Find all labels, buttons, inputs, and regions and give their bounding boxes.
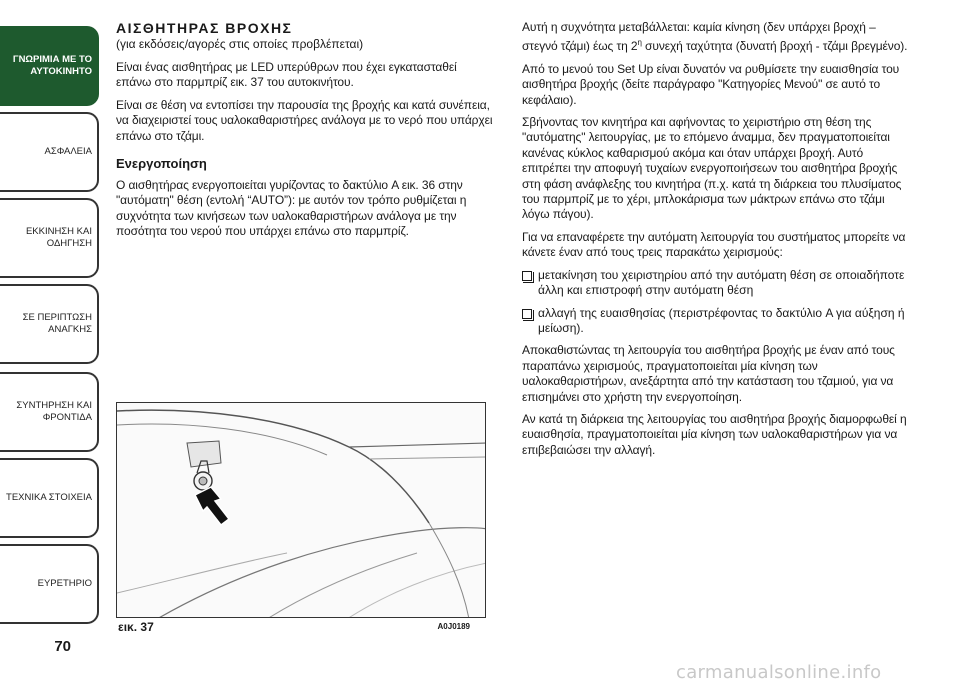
- section-title: ΑΙΣΘΗΤΗΡΑΣ ΒΡΟΧΗΣ: [116, 20, 293, 36]
- figure-caption: [116, 620, 486, 634]
- tab-index[interactable]: [0, 544, 99, 624]
- tab-technical-data[interactable]: [0, 458, 99, 538]
- paragraph: [522, 20, 912, 55]
- paragraph: Αν κατά τη διάρκεια της λειτουργίας του αισθητήρα βροχής διαμορφωθεί η ευαισθησία, πραγματοποιείται μία κίνηση των υαλοκαθαριστήρων για να επιβεβαιώσει την αλλαγή.: [522, 411, 907, 457]
- paragraph: Για να επαναφέρετε την αυτόματη λειτουργία του συστήματος μπορείτε να κάνετε έναν από τους τρεις παρακάτω χειρισμούς:: [522, 229, 906, 260]
- figure-rain-sensor: [116, 402, 486, 618]
- superscript: η: [637, 38, 642, 48]
- tab-label: ΕΚΚΙΝΗΣΗ ΚΑΙ ΟΔΗΓΗΣΗ: [25, 226, 92, 249]
- paragraph: Είναι σε θέση να εντοπίσει την παρουσία της βροχής και κατά συνέπεια, να διαχειριστεί τους υαλοκαθαριστήρες ανάλογα με το νερό που υπάρχει επάνω στο τζάμι.: [116, 97, 493, 143]
- checkbox-bullet-icon: [522, 309, 532, 319]
- tab-label: ΤΕΧΝΙΚΑ ΣΤΟΙΧΕΙΑ: [6, 492, 92, 503]
- tab-label: ΕΥΡΕΤΗΡΙΟ: [37, 578, 92, 589]
- figure-code: A0J0189: [437, 622, 470, 631]
- list-item: [522, 268, 912, 299]
- paragraph: Αποκαθιστώντας τη λειτουργία του αισθητήρα βροχής με έναν από τους παραπάνω χειρισμούς, πραγματοποιείται μία κίνηση των υαλοκαθαριστήρων, ανεξάρτητα από την κατάσταση του τζαμιού, για να επισημάνει στο χρήστη την ενεργοποίηση.: [522, 343, 895, 404]
- tab-getting-to-know-car[interactable]: [0, 26, 99, 106]
- tab-label: ΣΥΝΤΗΡΗΣΗ ΚΑΙ ΦΡΟΝΤΙΔΑ: [16, 400, 92, 423]
- paragraph: Είναι ένας αισθητήρας με LED υπερύθρων που έχει εγκατασταθεί επάνω στο παρμπρίζ εικ. 37 του αυτοκινήτου.: [116, 60, 457, 90]
- tab-label: ΣΕ ΠΕΡΙΠΤΩΣΗ ΑΝΑΓΚΗΣ: [22, 312, 92, 335]
- list-item: [522, 306, 912, 337]
- left-column: [116, 20, 494, 247]
- tab-safety[interactable]: [0, 112, 99, 192]
- list-item-text: μετακίνηση του χειριστηρίου από την αυτόματη θέση σε οποιαδήποτε άλλη και επιστροφή στην αυτόματη θέση: [538, 267, 905, 298]
- tab-label: ΑΣΦΑΛΕΙΑ: [44, 146, 92, 157]
- list-item-text: αλλαγή της ευαισθησίας (περιστρέφοντας το δακτύλιο A για αύξηση ή μείωση).: [538, 305, 905, 335]
- figure-label: εικ. 37: [118, 620, 154, 634]
- tab-label: ΓΝΩΡΙΜΙΑ ΜΕ ΤΟ ΑΥΤΟΚΙΝΗΤΟ: [12, 54, 92, 77]
- paragraph-text: συνεχή ταχύτητα (δυνατή βροχή - τζάμι βρεγμένο).: [641, 39, 908, 54]
- tab-maintenance[interactable]: [0, 372, 99, 452]
- watermark: carmanualsonline.info: [676, 662, 882, 683]
- checkbox-bullet-icon: [522, 271, 532, 281]
- page-number: 70: [54, 638, 71, 655]
- section-subtitle: (για εκδόσεις/αγορές στις οποίες προβλέπεται): [116, 37, 364, 51]
- paragraph-text: Αυτή η συχνότητα μεταβάλλεται: καμία κίνηση (δεν υπάρχει βροχή – στεγνό τζάμι) έως τη 2: [522, 20, 876, 54]
- pointer-arrow-icon: [195, 487, 229, 525]
- subheading-activation: Ενεργοποίηση: [116, 156, 207, 172]
- paragraph: Ο αισθητήρας ενεργοποιείται γυρίζοντας το δακτύλιο A εικ. 36 στην "αυτόματη" θέση (εντολή “AUTO”): με αυτόν τον τρόπο ρυθμίζεται η συχνότητα των κινήσεων των υαλοκαθαριστήρων ανάλογα με την ποσότητα του νερού που υπάρχει επάνω στο παρμπρίζ.: [116, 178, 467, 239]
- tab-starting-driving[interactable]: [0, 198, 99, 278]
- right-column: [522, 20, 912, 465]
- windshield-illustration: [117, 403, 486, 618]
- paragraph: Από το μενού του Set Up είναι δυνατόν να ρυθμίσετε την ευαισθησία του αισθητήρα βροχής (δείτε παράγραφο "Κατηγορίες Μενού" σε αυτό το κεφάλαιο).: [522, 61, 900, 107]
- paragraph: Σβήνοντας τον κινητήρα και αφήνοντας το χειριστήριο στη θέση της "αυτόματης" λειτουργίας, με το επόμενο άναμμα, δεν πραγματοποιείται κανένας κύκλος καθαρισμού ακόμα και όταν υπάρχει βροχή. Αυτό επιτρέπει την αποφυγή τυχαίων ενεργοποιήσεων του αισθητήρα βροχής στη φάση ανάφλεξης του κινητήρα (π.χ. κατά τη διάρκεια του πλυσίματος του παρμπρίζ με το χέρι, μπλοκάρισμα των μάκτρων επάνω στο τζάμι λόγω πάγου).: [522, 115, 902, 222]
- tab-emergency[interactable]: [0, 284, 99, 364]
